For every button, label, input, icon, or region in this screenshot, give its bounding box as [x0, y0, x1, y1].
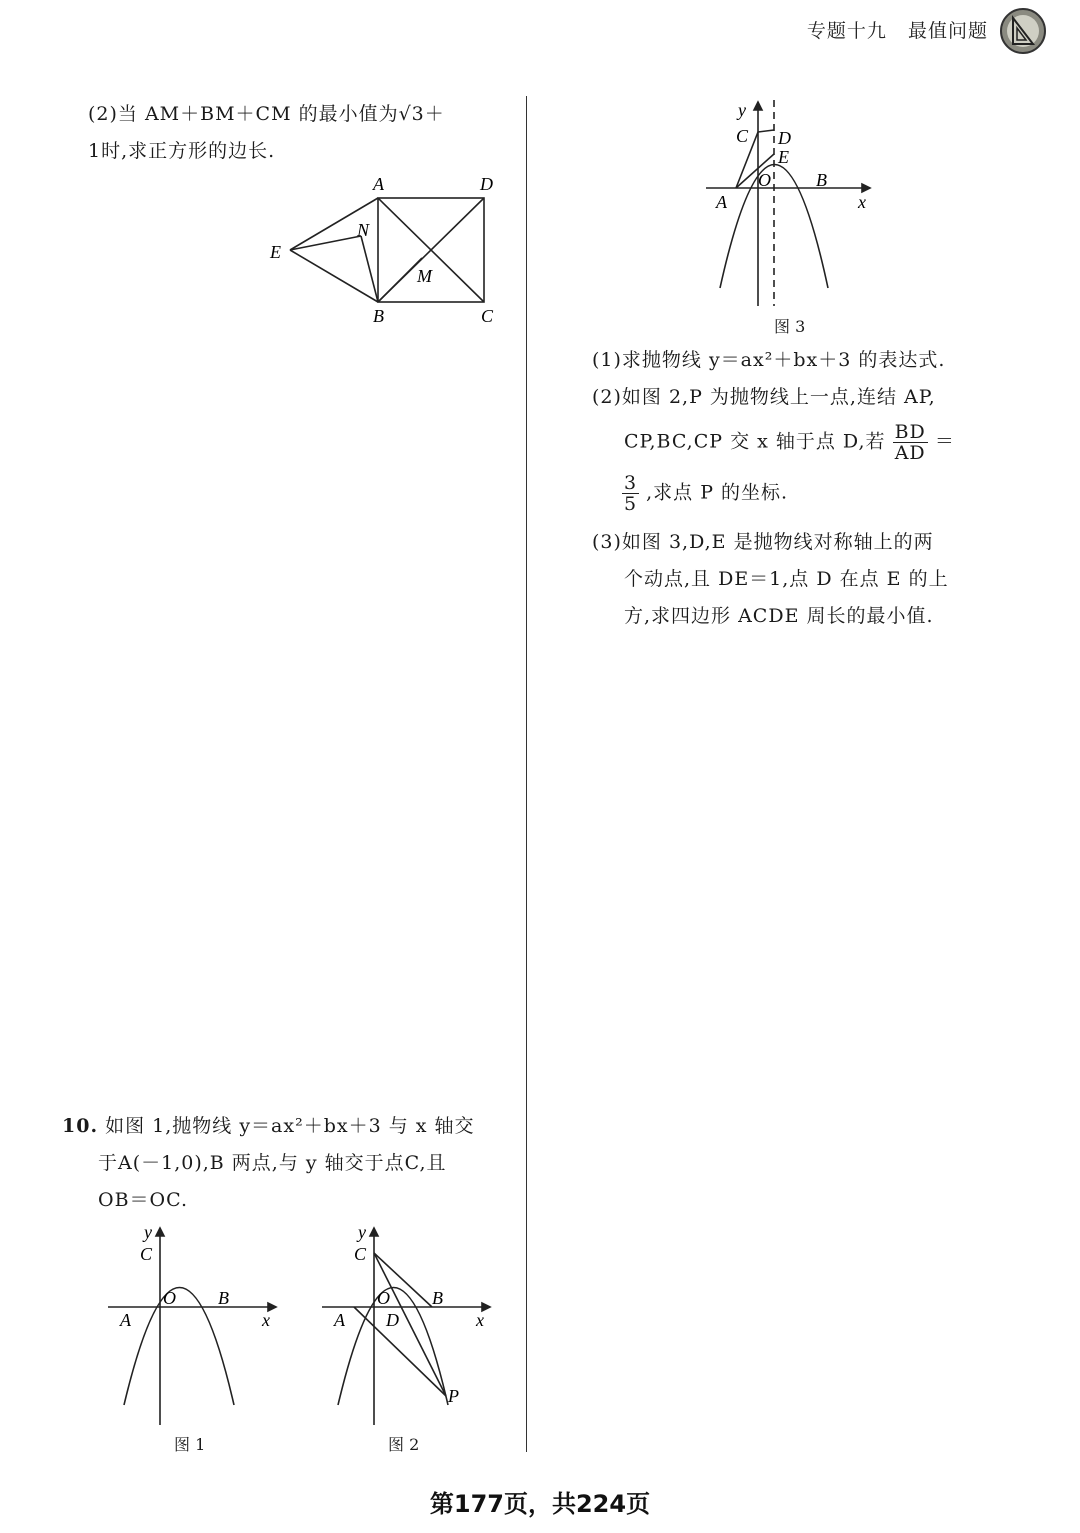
fig2-label-o: O [377, 1288, 390, 1308]
fraction-bd-ad-denominator: AD [894, 442, 926, 464]
header-title: 最值问题 [907, 20, 988, 42]
p10-q2-line2 [592, 422, 1012, 463]
running-header [793, 16, 988, 43]
geometry-logo-icon [998, 6, 1048, 56]
fig3-label-e: E [778, 147, 789, 167]
fig1-caption: 图 1 [174, 1435, 206, 1454]
figure-1 [100, 1220, 290, 1430]
square-figure [262, 170, 512, 330]
p9-part2-line2: 1时,求正方形的边长. [88, 140, 276, 162]
fig2-label-c: C [354, 1244, 367, 1264]
p10-q1: (1)求抛物线 y＝ax²＋bx＋3 的表达式. [592, 349, 946, 371]
fraction-bd-ad [893, 422, 928, 463]
fig2-label-x: x [476, 1310, 484, 1330]
p10-q2-line3 [592, 473, 1012, 514]
column-divider [526, 96, 527, 1452]
p10-q3-line3: 方,求四边形 ACDE 周长的最小值. [624, 605, 934, 627]
fig2-label-b: B [432, 1288, 443, 1308]
p9-part2 [88, 96, 508, 170]
page-footer: 第177页，共224页 [429, 1490, 651, 1518]
label-b: B [373, 306, 384, 326]
fig3-label-o: O [758, 170, 771, 190]
fig2-label-p: P [448, 1386, 459, 1406]
fig1-label-c: C [140, 1244, 153, 1264]
p10-q2-line2-a: CP,BC,CP 交 x 轴于点 D,若 [624, 430, 886, 453]
figure-2 [314, 1220, 504, 1430]
fraction-3-5-numerator: 3 [624, 472, 638, 494]
figure-3 [700, 96, 880, 310]
segment-ap [354, 1307, 446, 1396]
fig1-label-a: A [120, 1310, 131, 1330]
fig2-caption: 图 2 [388, 1435, 420, 1454]
p10-q3-line2: 个动点,且 DE＝1,点 D 在点 E 的上 [624, 568, 949, 590]
label-d: D [480, 174, 493, 194]
label-c: C [481, 306, 494, 326]
p10-questions [592, 342, 1012, 635]
fig1-label-o: O [163, 1288, 176, 1308]
fraction-bd-ad-numerator: BD [894, 421, 926, 443]
x-axis-arrow-icon [862, 184, 870, 192]
fig3-label-c: C [736, 126, 749, 146]
fig3-label-y: y [738, 100, 746, 120]
p10-intro [62, 1108, 512, 1219]
segment-cp [374, 1253, 446, 1396]
segment-cd [758, 130, 774, 132]
label-n: N [357, 220, 370, 240]
fig3-caption: 图 3 [774, 317, 806, 336]
fig1-label-y: y [144, 1222, 152, 1242]
fig2-label-a: A [334, 1310, 345, 1330]
p10-number: 10. [62, 1115, 99, 1137]
fraction-3-5-denominator: 5 [624, 493, 638, 515]
fig3-label-a: A [716, 192, 727, 212]
label-a: A [373, 174, 384, 194]
p10-intro-line3: OB＝OC. [98, 1189, 189, 1211]
y-axis-arrow-icon [754, 102, 762, 110]
p10-q2-line1: (2)如图 2,P 为抛物线上一点,连结 AP, [592, 386, 936, 408]
label-m: M [417, 266, 432, 286]
segment-bm [378, 258, 422, 302]
segment-eb [290, 250, 378, 302]
fig1-label-b: B [218, 1288, 229, 1308]
fraction-3-5 [622, 473, 639, 514]
fig3-label-d: D [778, 128, 791, 148]
fig2-label-d: D [386, 1310, 399, 1330]
header-topic: 专题十九 [806, 20, 887, 42]
y-axis-arrow-icon [156, 1228, 164, 1236]
fig3-label-x: x [858, 192, 866, 212]
p10-q2-line3-text: ,求点 P 的坐标. [646, 481, 789, 504]
p10-intro-line1: 如图 1,抛物线 y＝ax²＋bx＋3 与 x 轴交 [105, 1115, 475, 1137]
p9-part2-line1: (2)当 AM＋BM＋CM 的最小值为√3＋ [88, 103, 445, 125]
p10-q2-line2-b: ＝ [934, 430, 955, 453]
fig3-label-b: B [816, 170, 827, 190]
p10-intro-line2: 于A(－1,0),B 两点,与 y 轴交于点C,且 [98, 1152, 447, 1174]
label-e: E [270, 242, 281, 262]
p10-line1 [62, 1108, 512, 1145]
fig1-label-x: x [262, 1310, 270, 1330]
p10-q3-line1: (3)如图 3,D,E 是抛物线对称轴上的两 [592, 531, 934, 553]
fig2-label-y: y [358, 1222, 366, 1242]
y-axis-arrow-icon [370, 1228, 378, 1236]
segment-nb [361, 236, 378, 302]
